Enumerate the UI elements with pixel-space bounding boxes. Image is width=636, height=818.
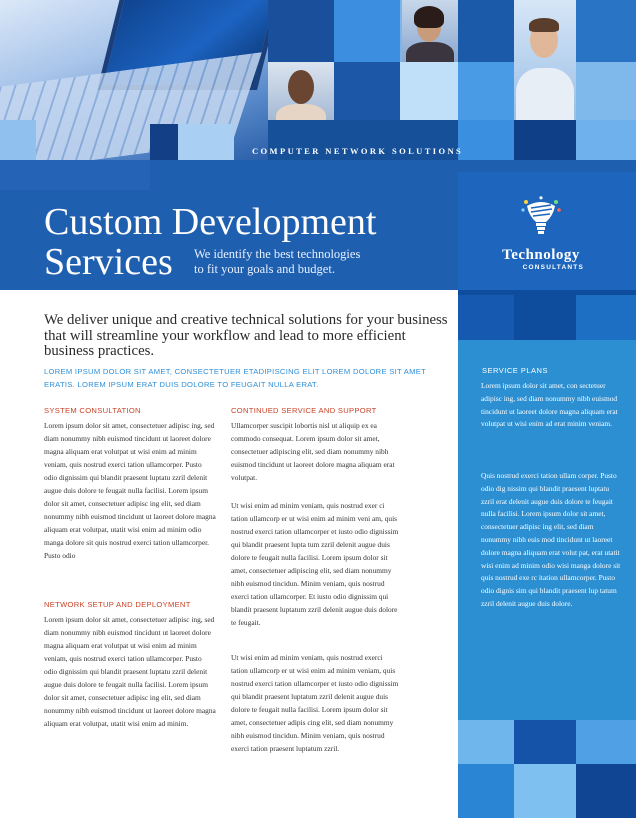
continued-service-para-1: Ullamcorper suscipit lobortis nisl ut aliquip ex ea commodo consequat. Lorem ipsum dolor sit amet, consectetuer adipiscing elit, sed diam nonummy nibh euismod tincidunt ut laoreet dolore magna aliquam erat volutpat. (231, 421, 395, 482)
kicker-text: COMPUTER NETWORK SOLUTIONS (252, 146, 464, 156)
sidebar-tile (458, 295, 514, 340)
service-plans-para-1: Lorem ipsum dolor sit amet, con sectetuer adipisc ing, sed diam nonummy nibh euismod tincidunt ut laoreet dolore magna aliquam erat volutpat ut wisi enim ad erat minim veniam. (481, 381, 618, 429)
man-photo (514, 0, 576, 120)
logo-name: Technology (502, 247, 580, 263)
logo-subtitle: CONSULTANTS (522, 264, 584, 271)
system-consultation-body: Lorem ipsum dolor sit amet, consectetuer adipisc ing, sed diam nonummy nibh euismod tincidunt ut laoreet dolore magna aliquam erat volutpat ut wisi enim ad minim veniam, quis nostrud exerci tation ullamcorper. Pusto odio dignissim qui blandit praesent luptatu zzril delenit augue duis dolore te feugait nulla facilisi. Lorem ipsum dolor sit amet, consectetuer adipisc ing elit, sed diam nonummy nibh euismod tincidunt ut laoreet dolore magna aliquam erat volutpat, utatit wisi enim ad minim odio manga dolore sit quis nostrud exerci tation ullamcorper. Pusto odio (44, 421, 216, 560)
sidebar-tile (576, 764, 636, 818)
caps-paragraph: LOREM IPSUM DOLOR SIT AMET, CONSECTETUER ETADIPISCING ELIT LOREM DOLORE SIT AMET ERATIS. LOREM IPSUM ERAT DUIS DOLORE TO FEUGAIT NULLA ERAT. (44, 367, 426, 389)
service-plans-para-2: Quis nostrud exerci tation ullam corper. Pusto odio dig nissim qui blandit praesent luptatu zzril erat delenit augue duis dolore te feugait nulla facilisi. Lorem ipsum dolor sit amet, consectetuer adipisc ing elit, sed diam nonummy nibh euis mod tincidunt ut laoreet dolore magna aliquam erat volut pat, erat utatit wisi enim ad minim odio wisi manga dolore sit quis nostrud exe rc itation ullamcorper. Pusto odio dignis sim qui blandit praesent lup tatum zzril delenit augue duis dolore. (481, 471, 621, 608)
smiling-man-photo (268, 62, 334, 120)
mosaic-tile (0, 160, 150, 190)
tagline-line-1: We identify the best technologies (194, 247, 361, 261)
mosaic-tile (458, 0, 514, 62)
header-banner (0, 0, 636, 290)
woman-photo (402, 0, 458, 62)
mosaic-tile (178, 124, 234, 160)
sidebar-tile (576, 295, 636, 340)
continued-service-heading: CONTINUED SERVICE AND SUPPORT (231, 406, 377, 415)
service-plans-heading: SERVICE PLANS (482, 366, 548, 375)
title-line-2: Services (44, 241, 173, 283)
title-line-1: Custom Development (44, 201, 377, 243)
network-setup-heading: NETWORK SETUP AND DEPLOYMENT (44, 600, 191, 609)
mosaic-tile (150, 124, 178, 160)
sidebar-tile (458, 720, 514, 764)
system-consultation-heading: SYSTEM CONSULTATION (44, 406, 141, 415)
lead-paragraph: We deliver unique and creative technical solutions for your business that will streamline your workflow and lead to more efficient business practices. (44, 312, 448, 359)
sidebar-tile (458, 764, 514, 818)
mosaic-tile (334, 62, 400, 120)
lightbulb-icon (519, 196, 563, 240)
network-setup-body: Lorem ipsum dolor sit amet, consectetuer adipisc ing, sed diam nonummy nibh euismod tincidunt ut laoreet dolore magna aliquam erat volutpat ut wisi enim ad minim veniam, quis nostrud exerci tation ullamcorper. Pusto odio dignissim qui blandit praesent luptatu zzril delenit augue duis dolore te feugait nulla facilisi. Lorem ipsum dolor sit amet, consectetuer adipisc ing elit, sed diam nonummy nibh euismod tincidunt ut laoreet dolore magna aliquam erat volutpat, utatit wisi enim ad minim. (44, 615, 216, 728)
tagline (194, 247, 360, 277)
mosaic-tile (400, 62, 458, 120)
sidebar-tile (514, 764, 576, 818)
continued-service-para-3: Ut wisi enim ad minim veniam, quis nostrud exerci tation ullamcorp er ut wisi enim ad minim veniam, quis nostrud exerci tation ullamcorper et iusto odio dignissim qui blandit praesent luptatum zzril delenit augue duis dolore te feugait nulla facilisi. Lorem ipsum dolor sit amet, consectetuer adipis cing elit, sed diam nonummy nibh euismod tincidun. Minim veniam, quis nostrud exerci tation praesent luptatum zzril. (231, 653, 399, 753)
mosaic-tile (0, 120, 36, 160)
continued-service-para-2: Ut wisi enim ad minim veniam, quis nostrud exer ci tation ullamcorp er ut wisi enim ad minim veni am, quis nostrud exerci tation ullamcorper et iusto odio dignissim qui blandit praesent lupta tum zzril delenit augue duis dolore te feugait nulla facilisi. Lorem ipsum dolor sit amet, consectetuer adipiscing elit, sed diam nonummy nibh euismod tincidun. Minim veniam, quis nostrud exerci tation ullamcorper. Et iusto odio dignissim qui blandit praesent luptatum zzril delenit augue duis dolore te feugait. (231, 501, 399, 627)
company-logo (486, 196, 596, 271)
mosaic-tile (458, 62, 514, 120)
sidebar-tile (576, 720, 636, 764)
mosaic-tile (334, 0, 400, 62)
sidebar-tile (514, 720, 576, 764)
mosaic-tile (268, 0, 334, 62)
tagline-line-2: to fit your goals and budget. (194, 262, 335, 276)
